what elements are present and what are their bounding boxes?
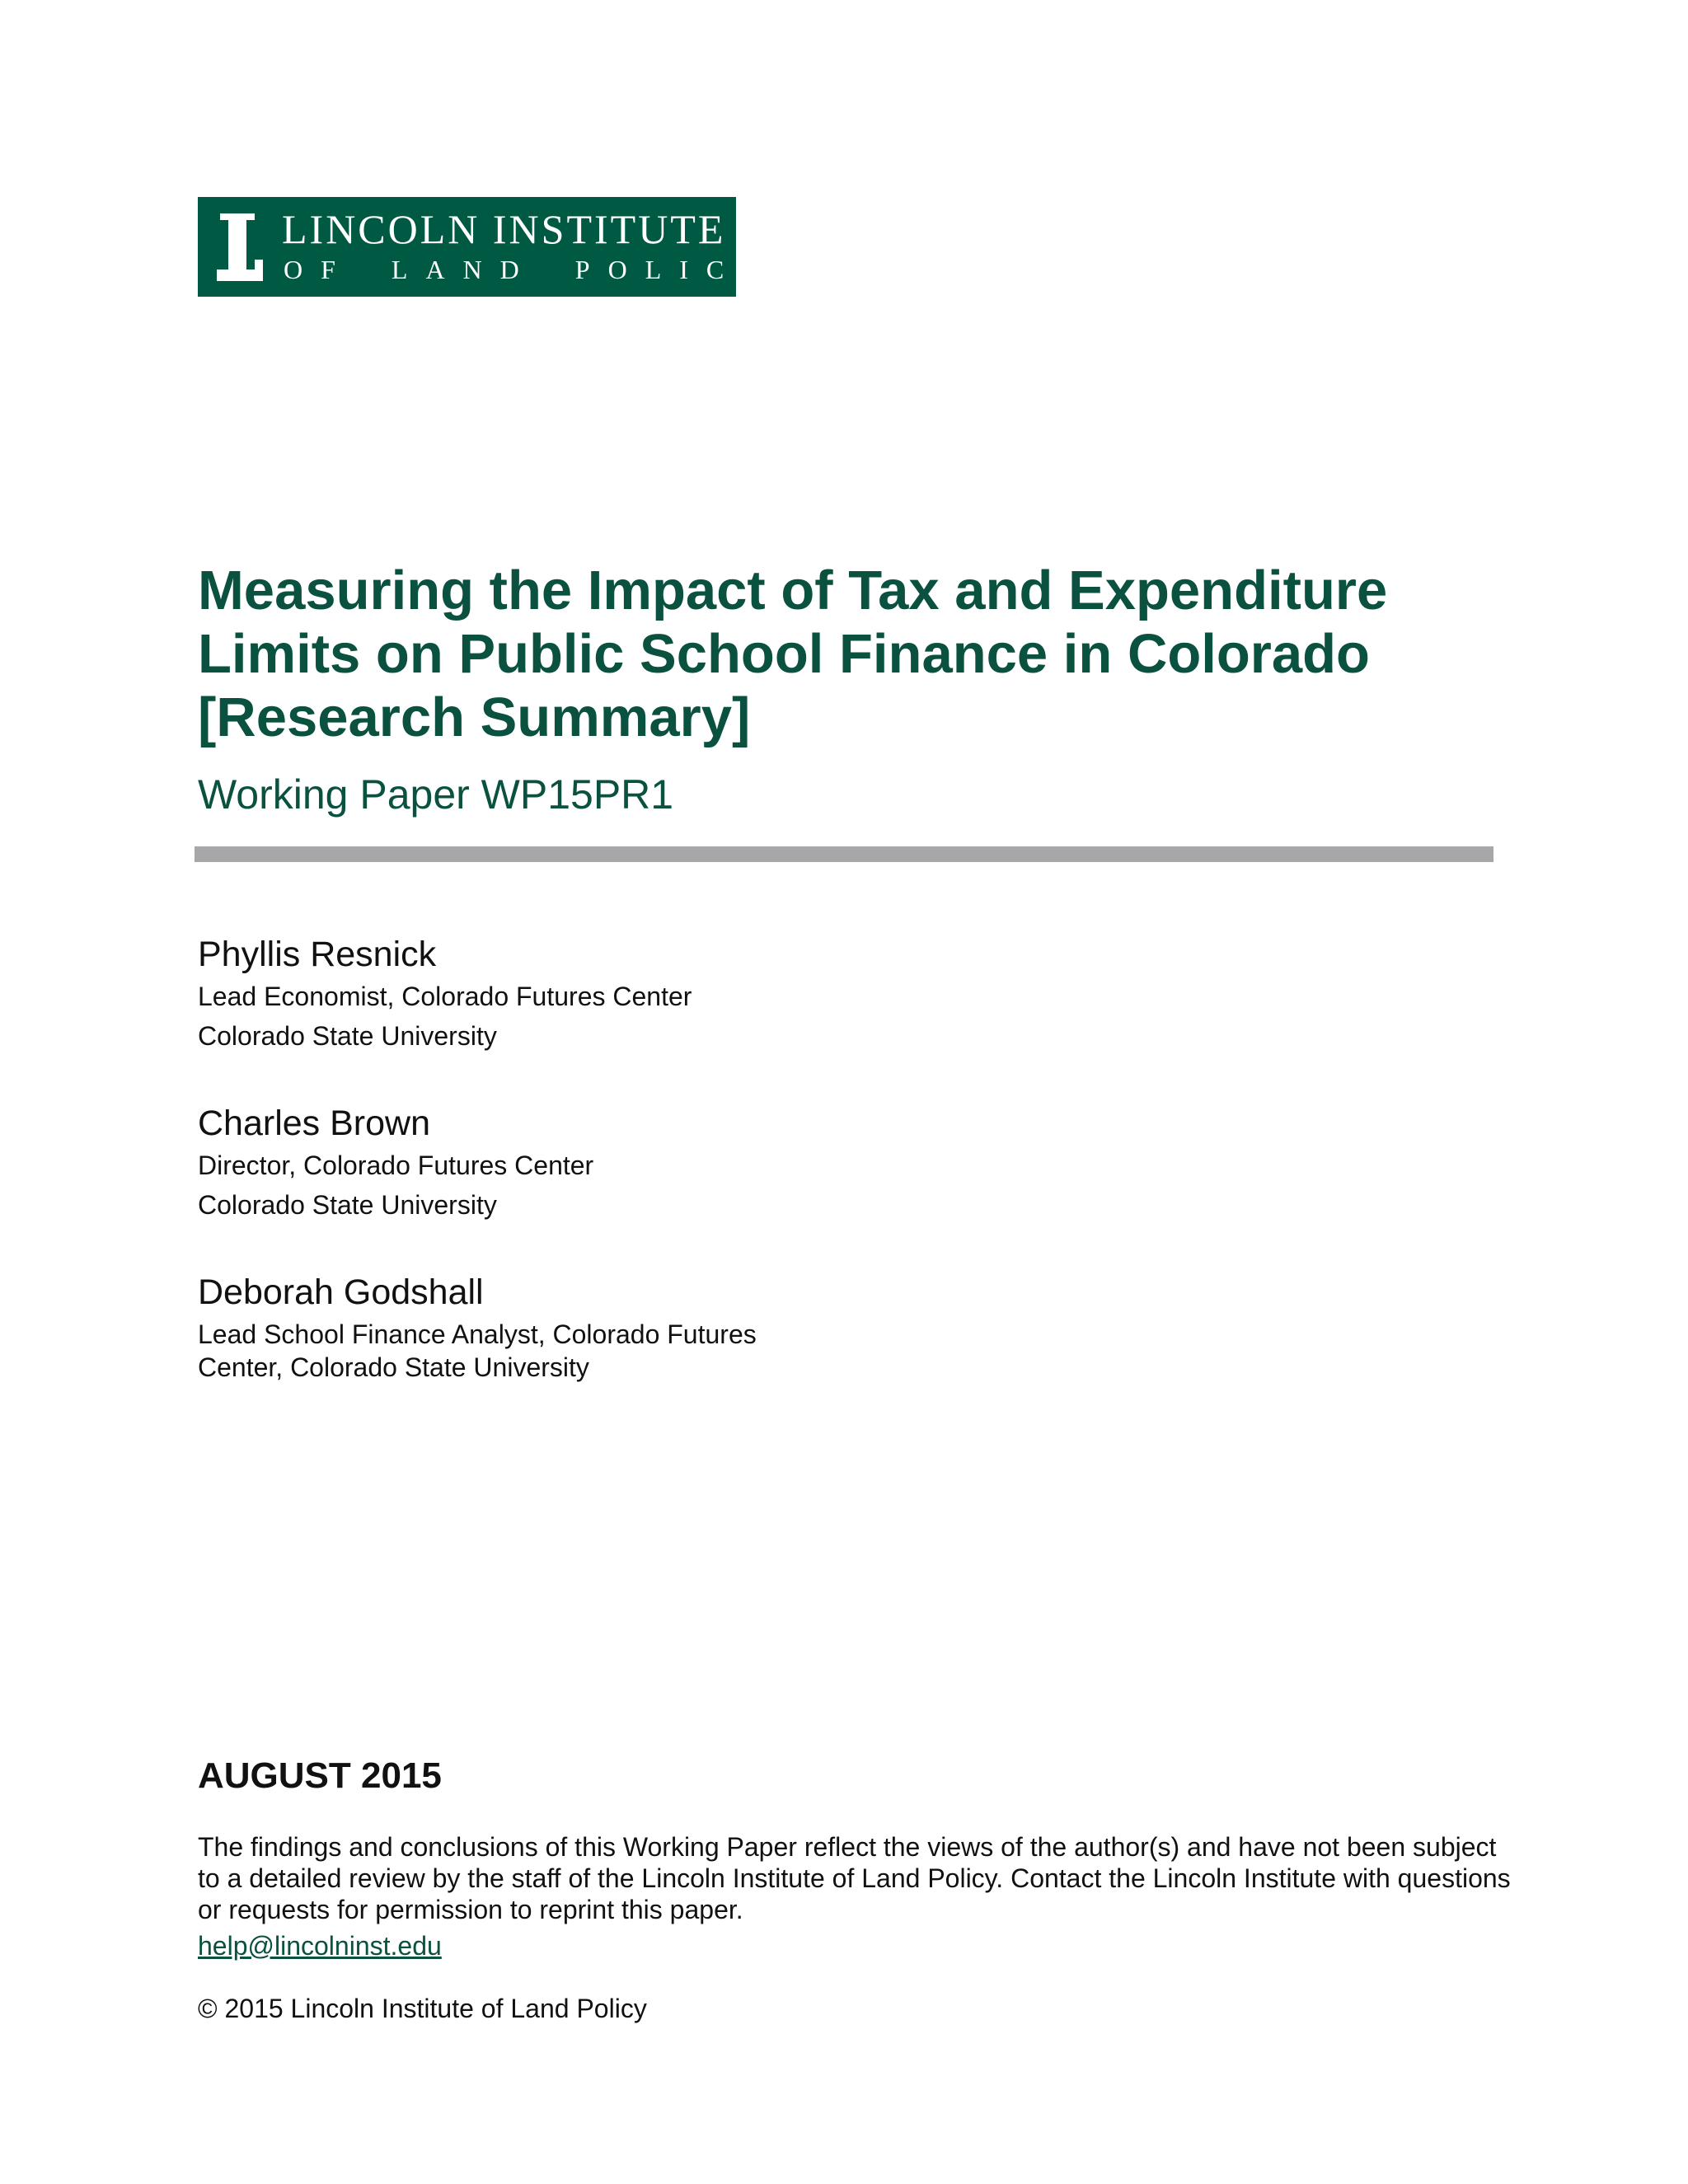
logo-word-policy: POLICY [574, 255, 780, 284]
author-block [198, 1101, 1104, 1225]
logo-text-line1: LINCOLN INSTITUTE [282, 206, 726, 252]
paper-subtitle: Working Paper WP15PR1 [198, 771, 674, 818]
author-affiliation: Colorado State University [198, 1190, 497, 1220]
paper-title: Measuring the Impact of Tax and Expenditure Limits on Public School Finance in Colorado [Research Summary] [198, 560, 1388, 748]
publication-date: AUGUST 2015 [198, 1755, 442, 1796]
author-block [198, 932, 1104, 1056]
logo-word-land: LAND [391, 255, 537, 284]
logo-text-line2 [284, 256, 779, 283]
contact-email-link[interactable]: help@lincolninst.edu [198, 1931, 442, 1961]
title-divider [195, 846, 1493, 862]
disclaimer-text: The findings and conclusions of this Working Paper reflect the views of the author(s) and have not been subject to a detailed review by the staff of the Lincoln Institute of Land Policy. Contact the Lincoln Institute with questions or requests for permission to reprint this paper. [198, 1832, 1511, 1924]
author-name: Charles Brown [198, 1104, 430, 1143]
author-block [198, 1270, 1104, 1384]
author-affiliation: Lead Economist, Colorado Futures Center [198, 982, 692, 1011]
copyright-notice: © 2015 Lincoln Institute of Land Policy [198, 1994, 647, 2023]
logo-word-of: OF [284, 255, 354, 284]
author-affiliation: Lead School Finance Analyst, Colorado Futures [198, 1319, 757, 1349]
author-affiliation: Director, Colorado Futures Center [198, 1151, 594, 1180]
author-affiliation: Center, Colorado State University [198, 1352, 589, 1382]
logo-l-mark-icon [217, 213, 258, 281]
author-name: Phyllis Resnick [198, 935, 437, 974]
lincoln-institute-logo [198, 197, 780, 297]
author-affiliation: Colorado State University [198, 1021, 497, 1051]
author-name: Deborah Godshall [198, 1272, 484, 1312]
